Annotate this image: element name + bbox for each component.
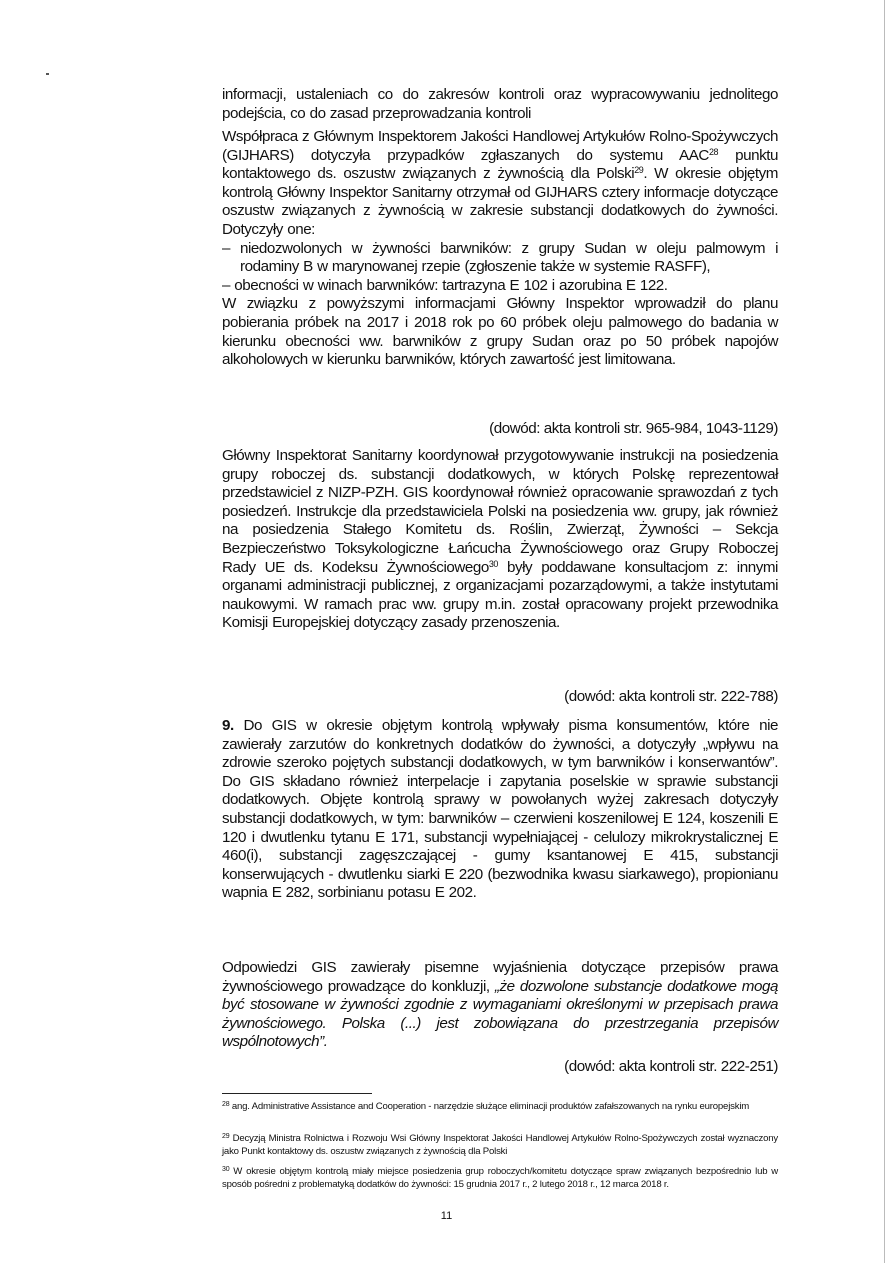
scan-artifact	[46, 73, 49, 75]
footnote-30	[222, 1166, 778, 1191]
evidence-reference: (dowód: akta kontroli str. 965-984, 1043-1129)	[489, 420, 778, 437]
footnote-number: 28	[222, 1101, 230, 1108]
text: Odpowiedzi GIS zawierały pisemne wyjaśnienia dotyczące przepisów prawa żywnościowego prowadzące do konkluzji,	[222, 959, 778, 995]
text: . W okresie objętym kontrolą Główny Inspektor Sanitarny otrzymał od GIJHARS cztery informacje dotyczące oszustw związanych z żywnością w zakresie substancji dodatkowych do żywności. Dotyczyły one:	[222, 165, 778, 238]
evidence-reference: (dowód: akta kontroli str. 222-251)	[564, 1058, 778, 1075]
footnote-28	[222, 1101, 778, 1114]
paragraph-gis-coordination	[222, 447, 778, 633]
text: były poddawane konsultacjom z: innymi organami administracji publicznej, z organizacjami pozarządowymi, a także instytutami naukowymi. W ramach prac ww. grupy m.in. został opracowany projekt przewodnika Komisji Europejskiej dotyczący zasady przenoszenia.	[222, 558, 778, 632]
paragraph-9	[222, 717, 778, 903]
footnote-separator	[222, 1093, 372, 1094]
text: punktu kontaktowego ds. oszustw związanych z żywnością dla Polski	[222, 146, 778, 183]
footnote-text: W okresie objętym kontrolą miały miejsce posiedzenia grup roboczych/komitetu dotyczące spraw związanych bezpośrednio lub w sposób pośredni z problematyką dodatków do żywności: 15 grudnia 2017 r., 2 lutego 2018 r., 12 marca 2018 r.	[222, 1166, 778, 1190]
footnote-number: 29	[222, 1133, 230, 1140]
paragraph-number: 9.	[222, 717, 234, 734]
footnote-text: ang. Administrative Assistance and Cooperation - narzędzie służące eliminacji produktów zafałszowanych na rynku europejskim	[229, 1101, 750, 1112]
scan-edge-line	[884, 0, 885, 1263]
list-item: – obecności w winach barwników: tartrazyna E 102 i azorubina E 122.	[222, 276, 668, 294]
text: Współpraca z Głównym Inspektorem Jakości Handlowej Artykułów Rolno-Spożywczych (GIJHARS) dotyczyła przypadków zgłaszanych do systemu AAC	[222, 128, 778, 164]
footnote-ref-30: 30	[488, 558, 498, 569]
footnote-ref-29: 29	[634, 165, 644, 176]
page-number: 11	[440, 1210, 453, 1222]
evidence-reference: (dowód: akta kontroli str. 222-788)	[564, 688, 778, 705]
footnote-ref-28: 28	[708, 146, 719, 157]
paragraph-gijhars	[222, 128, 778, 370]
quote: „że dozwolone substancje dodatkowe mogą być stosowane w żywności zgodnie z wymaganiami określonymi w przepisach prawa żywnościowego. Polska (...) jest zobowiązana do przestrzegania przepisów wspólnotowych”.	[222, 977, 778, 1051]
footnote-29	[222, 1133, 778, 1158]
text: W związku z powyższymi informacjami Główny Inspektor wprowadził do planu pobierania próbek na 2017 i 2018 rok po 60 próbek oleju palmowego do badania w kierunku obecności ww. barwników z grupy Sudan oraz po 50 próbek napojów alkoholowych w kierunku barwników, których zawartość jest limitowana.	[222, 295, 778, 369]
text: Do GIS w okresie objętym kontrolą wpływały pisma konsumentów, które nie zawierały zarzutów do konkretnych dodatków do żywności, a dotyczyły „wpływu na zdrowie szeroko pojętych substancji dodatkowych, w tym barwników i konserwantów”. Do GIS składano również interpelacje i zapytania poselskie w sprawie substancji dodatkowych. Objęte kontrolą sprawy w powołanych wyżej zakresach dotyczyły substancji dodatkowych, w tym: barwników – czerwieni koszenilowej E 124, koszenili E 120 i dwutlenku tytanu E 171, substancji wypełniającej - celulozy mikrokrystalicznej E 460(i), substancji zagęszczającej - gumy ksantanowej E 415, substancji konserwujących - dwutlenku siarki E 220 (bezwodnika kwasu siarkawego), propionianu wapnia E 282, sorbinianu potasu E 202.	[222, 717, 778, 902]
footnote-text: Decyzją Ministra Rolnictwa i Rozwoju Wsi Główny Inspektorat Jakości Handlowej Artykułów Rolno-Spożywczych został wyznaczony jako Punkt kontaktowy ds. oszustw związanych z żywnością dla Polski	[222, 1133, 778, 1157]
list-item: – niedozwolonych w żywności barwników: z grupy Sudan w oleju palmowym i rodaminy B w marynowanej rzepie (zgłoszenie także w systemie RASFF),	[222, 239, 778, 276]
paragraph-intro: informacji, ustaleniach co do zakresów kontroli oraz wypracowywaniu jednolitego podejścia, co do zasad przeprowadzania kontroli	[222, 86, 778, 122]
paragraph-gis-responses	[222, 959, 778, 1052]
footnote-number: 30	[222, 1166, 230, 1173]
text: Główny Inspektorat Sanitarny koordynował przygotowywanie instrukcji na posiedzenia grupy roboczej ds. substancji dodatkowych, w których Polskę reprezentował przedstawiciel z NIZP-PZH. GIS koordynował również opracowanie sprawozdań z tych posiedzeń. Instrukcje dla przedstawiciela Polski na posiedzenia ww. grupy, jak również na posiedzenia Stałego Komitetu ds. Roślin, Zwierząt, Żywności – Sekcja Bezpieczeństwo Toksykologiczne Łańcucha Żywnościowego oraz Grupy Roboczej Rady UE ds. Kodeksu Żywnościowego	[222, 447, 778, 576]
